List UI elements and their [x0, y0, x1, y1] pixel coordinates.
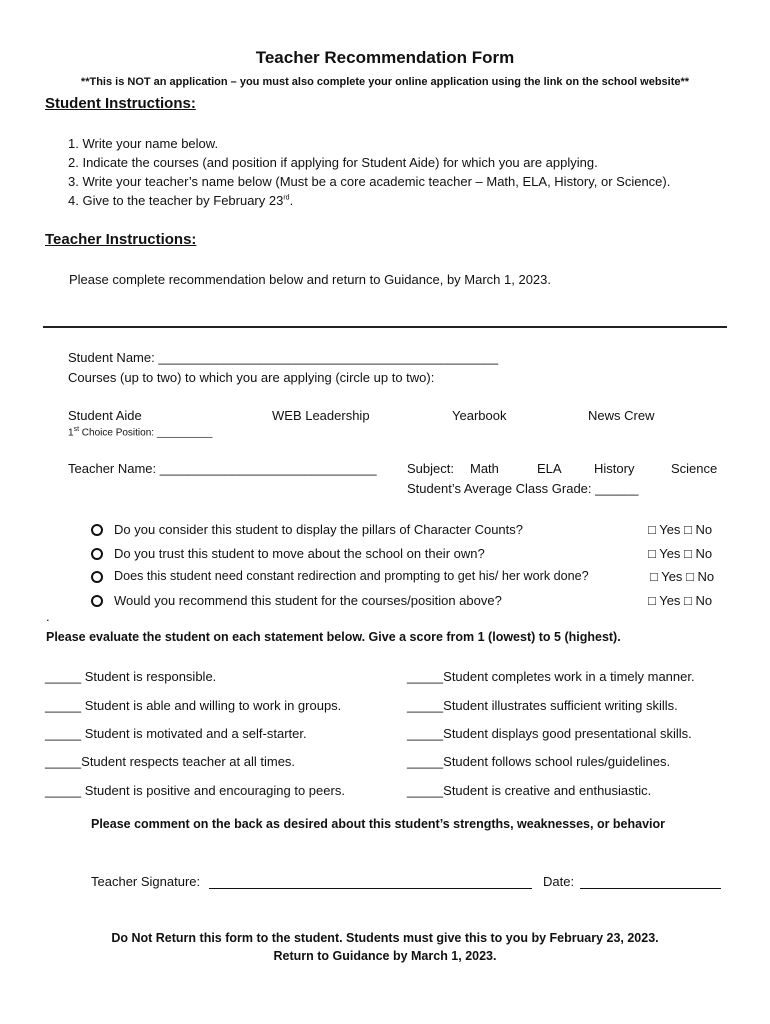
score-field-left[interactable]: _____ Student is motivated and a self-starter.: [45, 726, 307, 741]
score-field-right[interactable]: _____Student follows school rules/guidelines.: [407, 754, 671, 769]
yes-no-checkboxes[interactable]: □ Yes □ No: [648, 522, 713, 537]
subject-option-ela[interactable]: ELA: [537, 461, 562, 476]
instruction-item: 2. Indicate the courses (and position if applying for Student Aide) for which you are applying.: [68, 155, 598, 170]
bullet-circle-icon: [91, 571, 103, 583]
subject-option-history[interactable]: History: [594, 461, 635, 476]
question-text: Do you trust this student to move about the school on their own?: [114, 546, 485, 561]
subject-option-math[interactable]: Math: [470, 461, 499, 476]
instruction-item: [68, 193, 293, 208]
teacher-signature-line[interactable]: [209, 888, 532, 889]
bullet-circle-icon: [91, 548, 103, 560]
course-option-yearbook[interactable]: Yearbook: [452, 408, 507, 423]
score-field-left[interactable]: _____Student respects teacher at all times.: [45, 754, 296, 769]
footer-line-1: Do Not Return this form to the student. Students must give this to you by February 23, 2023.: [111, 931, 659, 945]
question-text: Would you recommend this student for the courses/position above?: [114, 593, 502, 608]
instruction-item: 3. Write your teacher’s name below (Must be a core academic teacher – Math, ELA, History, or Science).: [68, 174, 671, 189]
section-divider: [43, 326, 727, 328]
yes-no-checkboxes[interactable]: □ Yes □ No: [648, 546, 713, 561]
comment-note: Please comment on the back as desired about this student’s strengths, weaknesses, or behavior: [91, 817, 666, 831]
student-instructions-heading: Student Instructions:: [45, 95, 196, 112]
course-option-web-leadership[interactable]: WEB Leadership: [272, 408, 370, 423]
first-choice-number: 1: [68, 427, 74, 439]
question-text: Does this student need constant redirection and prompting to get his/ her work done?: [114, 569, 589, 583]
yes-no-checkboxes[interactable]: □ Yes □ No: [650, 569, 715, 584]
evaluation-heading: Please evaluate the student on each statement below. Give a score from 1 (lowest) to 5 (highest).: [46, 630, 621, 644]
instruction-item: 1. Write your name below.: [68, 136, 219, 151]
instruction-superscript: rd: [283, 194, 290, 202]
yes-no-checkboxes[interactable]: □ Yes □ No: [648, 593, 713, 608]
footer-line-2: Return to Guidance by March 1, 2023.: [273, 949, 497, 963]
bullet-circle-icon: [91, 524, 103, 536]
first-choice-label: Choice Position: __________: [79, 427, 213, 439]
teacher-instructions-text: Please complete recommendation below and return to Guidance, by March 1, 2023.: [69, 272, 551, 287]
subject-label: Subject:: [407, 461, 454, 476]
student-name-field[interactable]: Student Name: _______________________________________________: [68, 350, 499, 365]
subject-option-science[interactable]: Science: [671, 461, 718, 476]
teacher-name-field[interactable]: Teacher Name: ______________________________: [68, 461, 377, 476]
date-label: Date:: [543, 874, 575, 889]
score-field-left[interactable]: _____ Student is responsible.: [45, 669, 217, 684]
score-field-right[interactable]: _____Student displays good presentational skills.: [407, 726, 692, 741]
question-text: Do you consider this student to display the pillars of Character Counts?: [114, 522, 523, 537]
form-title: Teacher Recommendation Form: [255, 48, 515, 67]
course-option-news-crew[interactable]: News Crew: [588, 408, 655, 423]
instruction-period: .: [289, 193, 294, 208]
teacher-signature-label: Teacher Signature:: [91, 874, 201, 889]
first-choice-position-field[interactable]: [68, 426, 212, 438]
score-field-right[interactable]: _____Student is creative and enthusiastic.: [407, 783, 652, 798]
score-field-right[interactable]: _____Student illustrates sufficient writing skills.: [407, 698, 678, 713]
stray-mark: .: [46, 609, 50, 624]
instruction-item-text: 4. Give to the teacher by February 23: [68, 193, 284, 208]
average-grade-field[interactable]: Student’s Average Class Grade: ______: [407, 481, 639, 496]
courses-label: Courses (up to two) to which you are applying (circle up to two):: [68, 370, 435, 385]
first-choice-superscript: st: [73, 426, 80, 433]
score-field-left[interactable]: _____ Student is able and willing to work in groups.: [45, 698, 342, 713]
score-field-left[interactable]: _____ Student is positive and encouraging to peers.: [45, 783, 345, 798]
teacher-instructions-heading: Teacher Instructions:: [45, 231, 197, 248]
date-line[interactable]: [580, 888, 721, 889]
bullet-circle-icon: [91, 595, 103, 607]
course-option-student-aide[interactable]: Student Aide: [68, 408, 142, 423]
application-notice: **This is NOT an application – you must also complete your online application using the link on the school website**: [80, 76, 690, 88]
score-field-right[interactable]: _____Student completes work in a timely manner.: [407, 669, 695, 684]
